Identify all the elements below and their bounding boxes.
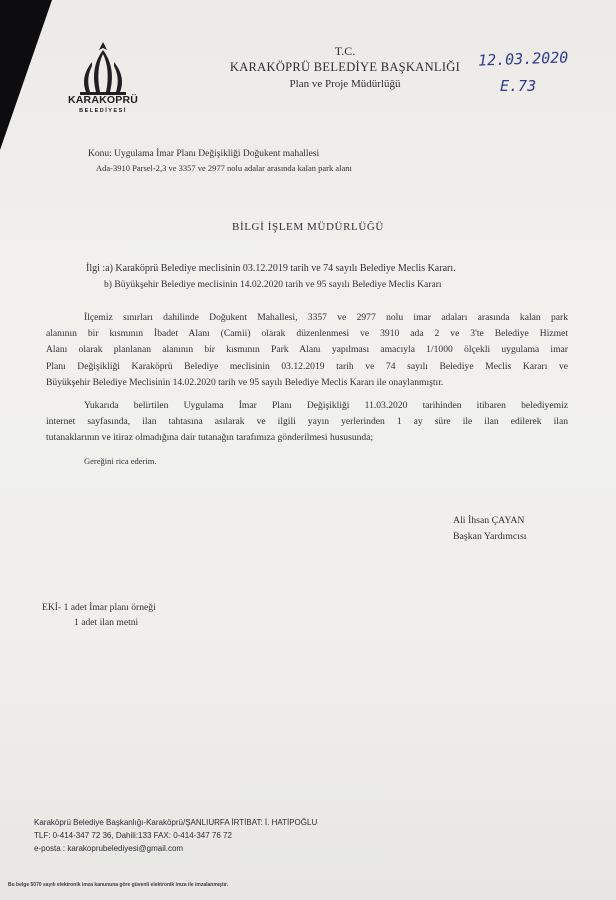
- paragraph-1: [46, 310, 568, 391]
- attachment-1: EKİ- 1 adet İmar planı örneği: [42, 602, 156, 613]
- scan-shadow-corner: [0, 0, 52, 150]
- logo-name: KARAKÖPRÜ: [67, 94, 139, 106]
- reference-a: İlgi :a) Karaköprü Belediye meclisinin 03.12.2019 tarih ve 74 sayılı Belediye Meclis Kararı.: [86, 263, 456, 274]
- handwritten-number: E.73: [500, 77, 537, 95]
- signatory-name: Ali İhsan ÇAYAN: [453, 515, 525, 526]
- logo-subtitle: BELEDİYESİ: [79, 108, 127, 114]
- e-signature-notice: Bu belge 5070 sayılı elektronik imza kanununa göre güvenli elektronik imza ile imzalanmıştır.: [8, 882, 229, 888]
- paragraph-1-line: alanının bir kısmının İbadet Alanı (Camii) olarak düzenlenmesi ve 3910 ada 2 ve 3'te Belediye Hizmet: [46, 328, 568, 340]
- header-tc: T.C.: [334, 44, 356, 58]
- subject-line-1: Konu: Uygulama İmar Planı Değişikliği Doğukent mahallesi: [88, 149, 320, 159]
- paragraph-2-line: internet sayfasında, ilan tahtasına asılarak ve ilgili yayın yerlerinden 1 ay süre ile ilan edilerek ilan: [46, 416, 568, 428]
- paragraph-1-line: Planı Değişikliği Karaköprü Belediye meclisinin 03.12.2019 tarih ve 74 sayılı Belediye Meclis Kararı ve: [46, 360, 568, 372]
- reference-b: b) Büyükşehir Belediye meclisinin 14.02.2020 tarih ve 95 sayılı Belediye Meclis Kararı: [104, 279, 442, 290]
- attachment-2: 1 adet ilan metni: [74, 617, 139, 628]
- signatory-title: Başkan Yardımcısı: [453, 531, 527, 542]
- header-department: Plan ve Proje Müdürlüğü: [289, 78, 401, 90]
- paragraph-2-line: Yukarıda belirtilen Uygulama İmar Planı Değişikliği 11.03.2020 tarihinden itibaren belediyemiz: [84, 400, 568, 411]
- footer-address: Karaköprü Belediye Başkanlığı-Karaköprü/ŞANLIURFA İRTİBAT: İ. HATİPOĞLU: [34, 818, 318, 827]
- paragraph-2: [46, 398, 568, 447]
- footer-email: e-posta : karakoprubelediyesi@gmail.com: [34, 844, 184, 853]
- paragraph-2-line: tutanaklarının ve itiraz olmadığına dair tutanağın tarafımıza gönderilmesi hususunda;: [46, 432, 374, 444]
- paragraph-1-line: Büyükşehir Belediye Meclisinin 14.02.2020 tarih ve 95 sayılı Belediye Meclis Kararı ile onaylanmıştır.: [46, 376, 444, 388]
- closing-line: Gereğini rica ederim.: [84, 456, 157, 466]
- handwritten-date: 12.03.2020: [477, 48, 569, 70]
- subject-line-2: Ada-3910 Parsel-2,3 ve 3357 ve 2977 nolu adalar arasında kalan park alanı: [96, 163, 352, 173]
- header-municipality: KARAKÖPRÜ BELEDİYE BAŞKANLIĞI: [229, 60, 461, 74]
- paragraph-1-line: İlçemiz sınırları dahilinde Doğukent Mahallesi, 3357 ve 2977 nolu imar adaları arasında kalan park: [84, 312, 568, 323]
- recipient: BİLGİ İŞLEM MÜDÜRLÜĞÜ: [232, 221, 384, 233]
- paragraph-1-line: Alanı olarak planlanan alanının bir kısmının Park Alanı yapılması amacıyla 1/1000 ölçekli uygulama imar: [46, 344, 568, 356]
- footer-phone: TLF: 0-414-347 72 36, Dahili:133 FAX: 0-414-347 76 72: [34, 831, 232, 840]
